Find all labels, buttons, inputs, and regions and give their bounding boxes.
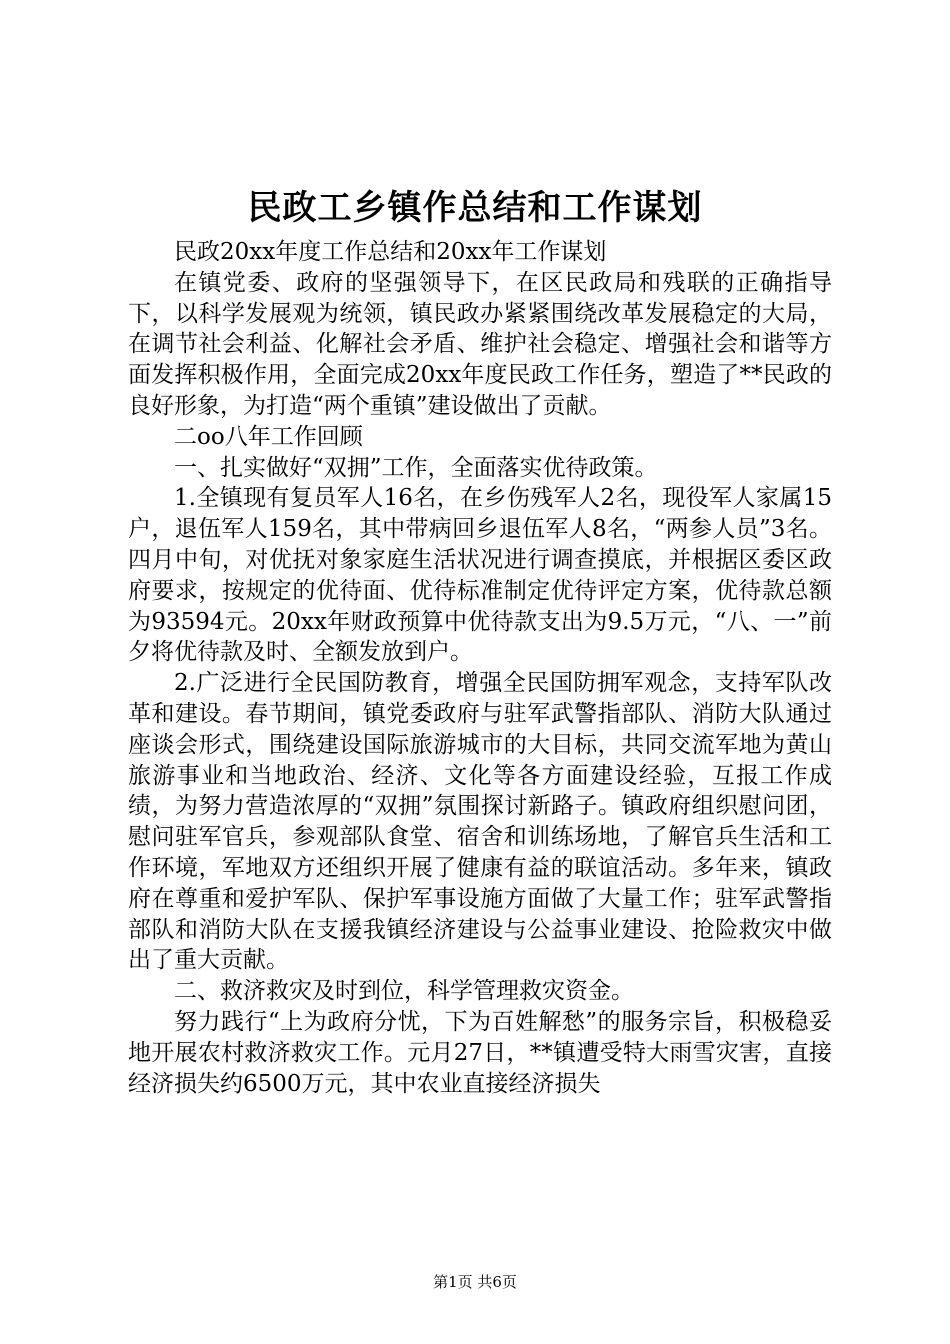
page-number: 第1页 (433, 1273, 473, 1291)
document-body (128, 237, 832, 1099)
paragraph: 民政20xx年度工作总结和20xx年工作谋划 (174, 239, 607, 265)
document-title: 民政工乡镇作总结和工作谋划 (247, 188, 703, 228)
paragraph: 二、救济救灾及时到位，科学管理救灾资金。 (174, 978, 634, 1005)
paragraph: 努力践行“上为政府分忧，下为百姓解愁”的服务宗旨，积极稳妥地开展农村救济救灾工作。元月27日，**镇遭受特大雨雪灾害，直接经济损失约6500万元，其中农业直接经济损失 (128, 1008, 832, 1097)
paragraph: 在镇党委、政府的坚强领导下，在区民政局和残联的正确指导下，以科学发展观为统领，镇民政办紧紧围绕改革发展稳定的大局，在调节社会利益、化解社会矛盾、维护社会稳定、增强社会和谐等方面发挥积极作用，全面完成20xx年度民政工作任务，塑造了**民政的良好形象，为打造“两个重镇”建设做出了贡献。 (128, 269, 832, 419)
page-footer (0, 1272, 950, 1292)
paragraph: 1.全镇现有复员军人16名，在乡伤残军人2名，现役军人家属15户，退伍军人159名，其中带病回乡退伍军人8名，“两参人员”3名。四月中旬，对优抚对象家庭生活状况进行调查摸底，并根据区委区政府要求，按规定的优待面、优待标准制定优待评定方案，优待款总额为93594元。20xx年财政预算中优待款支出为9.5万元，“八、一”前夕将优待款及时、全额发放到户。 (128, 485, 832, 666)
paragraph: 一、扎实做好“双拥”工作，全面落实优待政策。 (174, 454, 658, 481)
paragraph: 2.广泛进行全民国防教育，增强全民国防拥军观念，支持军队改革和建设。春节期间，镇党委政府与驻军武警指部队、消防大队通过座谈会形式，围绕建设国际旅游城市的大目标，共同交流军地为黄山旅游事业和当地政治、经济、文化等各方面建设经验，互报工作成绩，为努力营造浓厚的“双拥”氛围探讨新路子。镇政府组织慰问团，慰问驻军官兵，参观部队食堂、宿舍和训练场地，了解官兵生活和工作环境，军地双方还组织开展了健康有益的联谊活动。多年来，镇政府在尊重和爱护军队、保护军事设施方面做了大量工作；驻军武警指部队和消防大队在支援我镇经济建设与公益事业建设、抢险救灾中做出了重大贡献。 (128, 670, 832, 974)
page-total: 共6页 (477, 1273, 517, 1291)
paragraph: 二oo八年工作回顾 (174, 423, 363, 450)
